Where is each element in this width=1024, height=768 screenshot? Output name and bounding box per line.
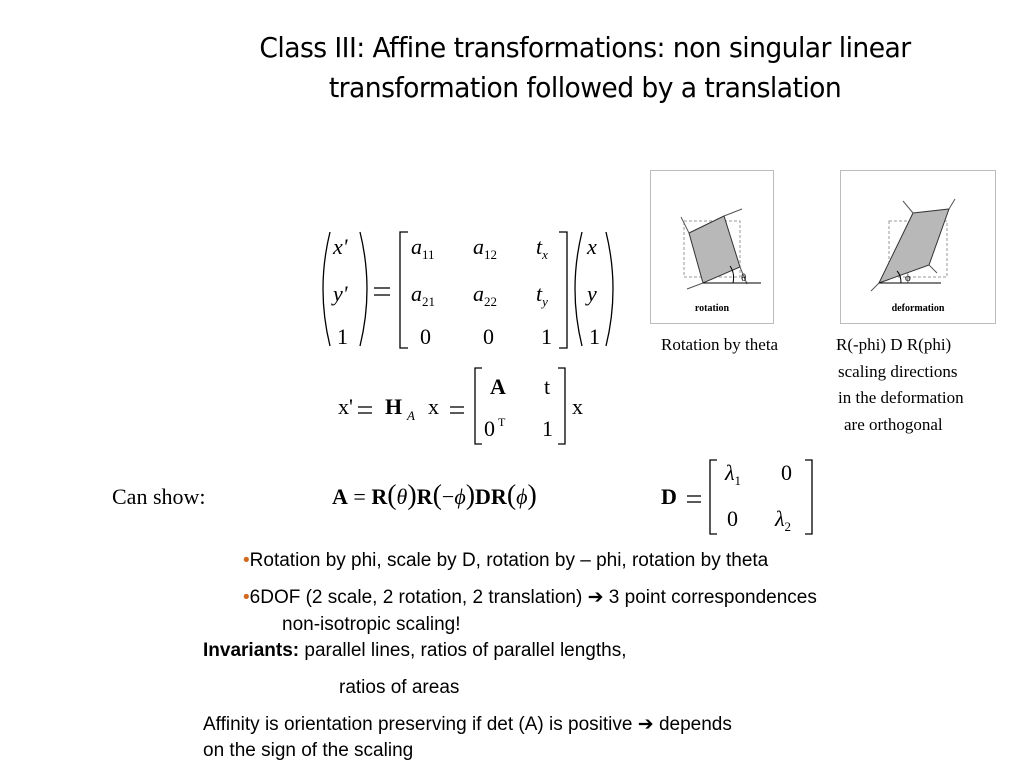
bullet-dot: • [243, 550, 250, 571]
lhs-y: y' [333, 281, 348, 306]
rotation-diagram [651, 171, 773, 323]
bullet-2-result: 3 point correspondences [608, 587, 817, 608]
matrix-left-bracket [400, 232, 408, 348]
deformation-caption-4: are orthogonal [844, 415, 943, 434]
lhs-one: 1 [337, 324, 348, 349]
D-right-bracket [805, 460, 812, 534]
compact-lhs: x' [338, 394, 353, 419]
title-line-2: transformation followed by a translation [328, 71, 842, 104]
invariants-label: Invariants: [203, 640, 300, 661]
orientation-line-2: on the sign of the scaling [203, 740, 414, 761]
figure-label-rotation: rotation [694, 303, 730, 314]
lhs-x: x' [333, 234, 348, 259]
bullet-2-text: 6DOF (2 scale, 2 rotation, 2 translation) [249, 587, 583, 608]
theta-symbol: θ [741, 272, 747, 284]
block-right-bracket [558, 368, 565, 444]
m-a22: $a_{22}$ [473, 281, 497, 309]
orientation-text-2: depends [658, 714, 732, 735]
D-matrix-equation [655, 456, 825, 540]
figure-label-deformation: deformation [891, 303, 945, 314]
m-a11: $a_{11}$ [411, 234, 435, 262]
rotated-square [689, 216, 740, 283]
m-33: 1 [541, 324, 552, 349]
block-t: t [544, 374, 551, 399]
phi-symbol: ϕ [905, 272, 911, 284]
m-tx: $t_x$ [536, 234, 548, 262]
matrix-right-bracket [559, 232, 567, 348]
bullet-dot: • [243, 587, 250, 608]
block-zero: 0 [484, 416, 495, 441]
m-31: 0 [420, 324, 431, 349]
lambda-1: $\lambda_1$ [725, 460, 742, 488]
compact-x: x [428, 394, 439, 419]
arrow-icon: ➔ [632, 714, 659, 735]
can-show-label: Can show: [112, 484, 206, 509]
invariants-line-1 [203, 639, 627, 663]
D-m12: 0 [781, 460, 792, 485]
D-m21: 0 [727, 506, 738, 531]
decomposition-formula: A = R(θ)R(−ϕ)DR(ϕ) [332, 480, 537, 511]
rotation-caption: Rotation by theta [661, 335, 779, 354]
deformation-diagram [841, 171, 995, 323]
title-line-1: Class III: Affine transformations: non singular linear [259, 31, 911, 64]
lhs-left-paren [323, 232, 330, 346]
block-left-bracket [475, 368, 482, 444]
bullet-1 [243, 549, 768, 573]
m-32: 0 [483, 324, 494, 349]
m-a12: $a_{12}$ [473, 234, 497, 262]
slide-title [172, 28, 999, 108]
orientation-line-1 [203, 713, 732, 737]
bullet-1-text: Rotation by phi, scale by D, rotation by – phi, rotation by theta [249, 550, 769, 571]
rotation-figure [650, 170, 774, 324]
rhs-x: x [587, 234, 597, 259]
bullet-2-continued: non-isotropic scaling! [282, 614, 461, 635]
rhs-one: 1 [589, 324, 600, 349]
block-A: A [490, 374, 506, 399]
rhs-right-paren [606, 232, 613, 346]
orientation-text-1: Affinity is orientation preserving if det (A) is positive [203, 714, 633, 735]
block-transpose: T [498, 415, 506, 429]
decomposition-equation [328, 474, 608, 520]
invariants-line-2: ratios of areas [339, 677, 460, 698]
deformation-figure [840, 170, 996, 324]
affine-matrix-equation [300, 222, 630, 362]
deformation-caption-3: in the deformation [838, 388, 964, 407]
invariants-text-1: parallel lines, ratios of parallel lengths, [304, 640, 627, 661]
block-one: 1 [542, 416, 553, 441]
m-a21: $a_{21}$ [411, 281, 435, 309]
rhs-left-paren [575, 232, 582, 346]
rhs-y: y [587, 281, 597, 306]
D-left-bracket [710, 460, 717, 534]
compact-equation [330, 362, 600, 448]
bullet-2 [243, 586, 817, 610]
D-symbol: D [661, 484, 677, 509]
m-ty: $t_y$ [536, 281, 548, 309]
compact-H-sub: A [407, 408, 415, 423]
lhs-right-paren [360, 232, 367, 346]
compact-rhs-x: x [572, 394, 583, 419]
deformation-caption-1: R(-phi) D R(phi) [836, 335, 952, 354]
arrow-icon: ➔ [582, 587, 609, 608]
deformation-caption-2: scaling directions [838, 362, 958, 381]
lambda-2: $\lambda_2$ [775, 506, 792, 534]
compact-H: H [385, 394, 403, 419]
